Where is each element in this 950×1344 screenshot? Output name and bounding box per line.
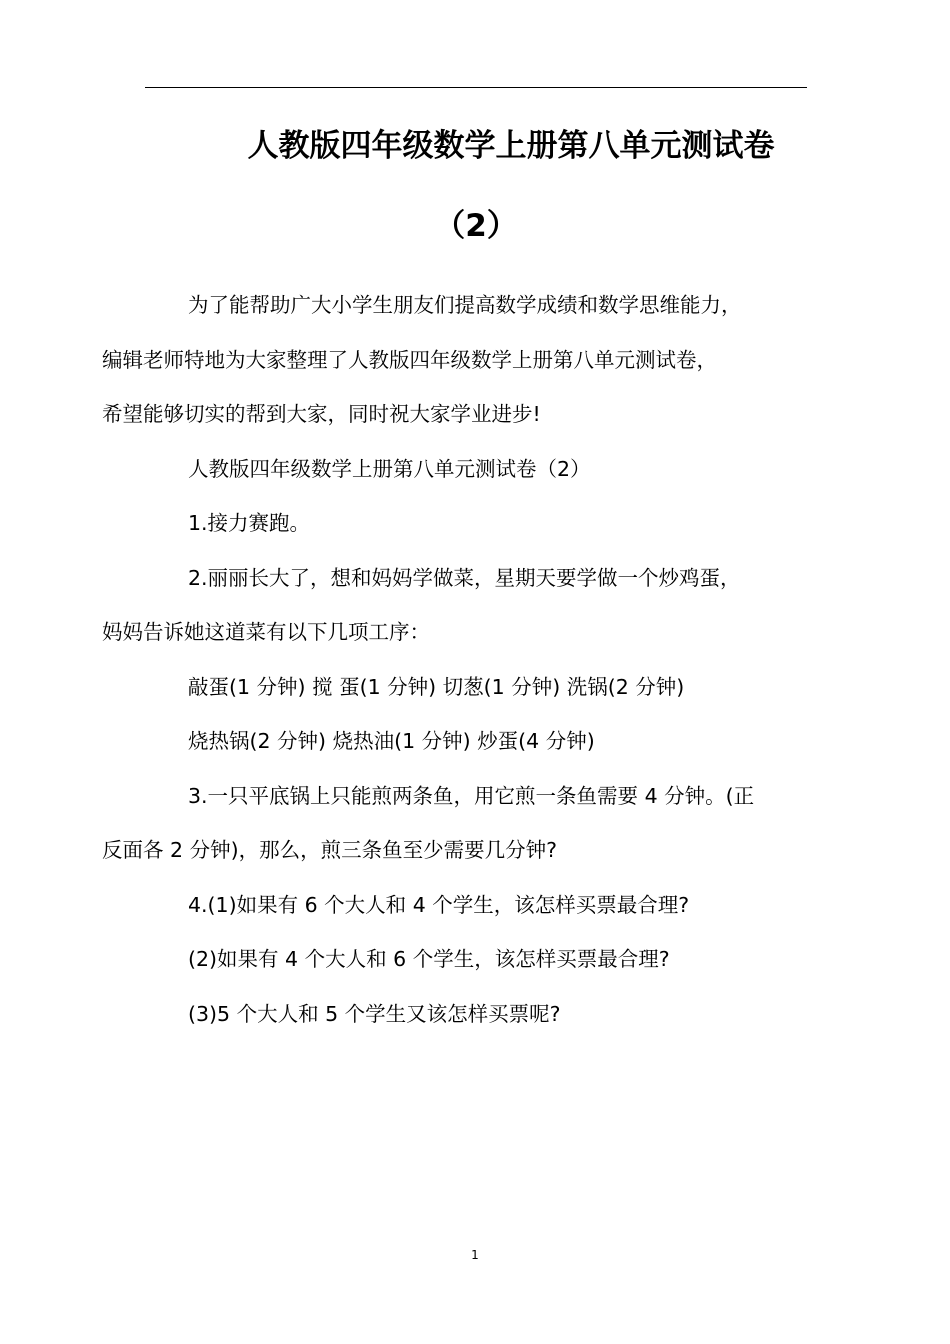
text-line: 敲蛋(1 分钟) 搅 蛋(1 分钟) 切葱(1 分钟) 洗锅(2 分钟) bbox=[188, 674, 685, 699]
page-number: 1 bbox=[471, 1248, 479, 1262]
question-3 bbox=[102, 769, 817, 878]
question-2 bbox=[102, 551, 817, 660]
question-4-part-3 bbox=[145, 987, 817, 1042]
text-line: 人教版四年级数学上册第八单元测试卷（2） bbox=[188, 456, 591, 481]
text-line: 3.一只平底锅上只能煎两条鱼，用它煎一条鱼需要 4 分钟。(正 bbox=[188, 783, 755, 808]
header-rule bbox=[145, 87, 807, 88]
text-line: 妈妈告诉她这道菜有以下几项工序： bbox=[102, 620, 430, 644]
document-body bbox=[102, 278, 817, 1041]
text-line: (2)如果有 4 个大人和 6 个学生，该怎样买票最合理? bbox=[188, 947, 670, 971]
document-title-line-2: （2） bbox=[434, 208, 518, 244]
question-2-steps-b bbox=[145, 714, 817, 769]
question-1 bbox=[145, 496, 817, 551]
text-line: 编辑老师特地为大家整理了人教版四年级数学上册第八单元测试卷， bbox=[102, 347, 717, 372]
text-line: 反面各 2 分钟)，那么，煎三条鱼至少需要几分钟? bbox=[102, 838, 557, 862]
question-4-part-2 bbox=[145, 932, 817, 987]
text-line: 希望能够切实的帮到大家，同时祝大家学业进步! bbox=[102, 402, 541, 426]
text-line: 为了能帮助广大小学生朋友们提高数学成绩和数学思维能力， bbox=[188, 293, 742, 317]
text-line: (3)5 个大人和 5 个学生又该怎样买票呢? bbox=[188, 1001, 561, 1026]
text-line: 烧热锅(2 分钟) 烧热油(1 分钟) 炒蛋(4 分钟) bbox=[188, 729, 595, 753]
text-line: 4.(1)如果有 6 个大人和 4 个学生，该怎样买票最合理? bbox=[188, 892, 690, 917]
question-2-steps-a bbox=[145, 660, 817, 715]
document-title-line-1: 人教版四年级数学上册第八单元测试卷 bbox=[247, 128, 775, 164]
subtitle-paragraph bbox=[145, 442, 817, 497]
question-4-part-1 bbox=[145, 878, 817, 933]
text-line: 2.丽丽长大了，想和妈妈学做菜，星期天要学做一个炒鸡蛋， bbox=[188, 565, 741, 590]
intro-paragraph bbox=[102, 278, 817, 442]
text-line: 1.接力赛跑。 bbox=[188, 511, 311, 535]
